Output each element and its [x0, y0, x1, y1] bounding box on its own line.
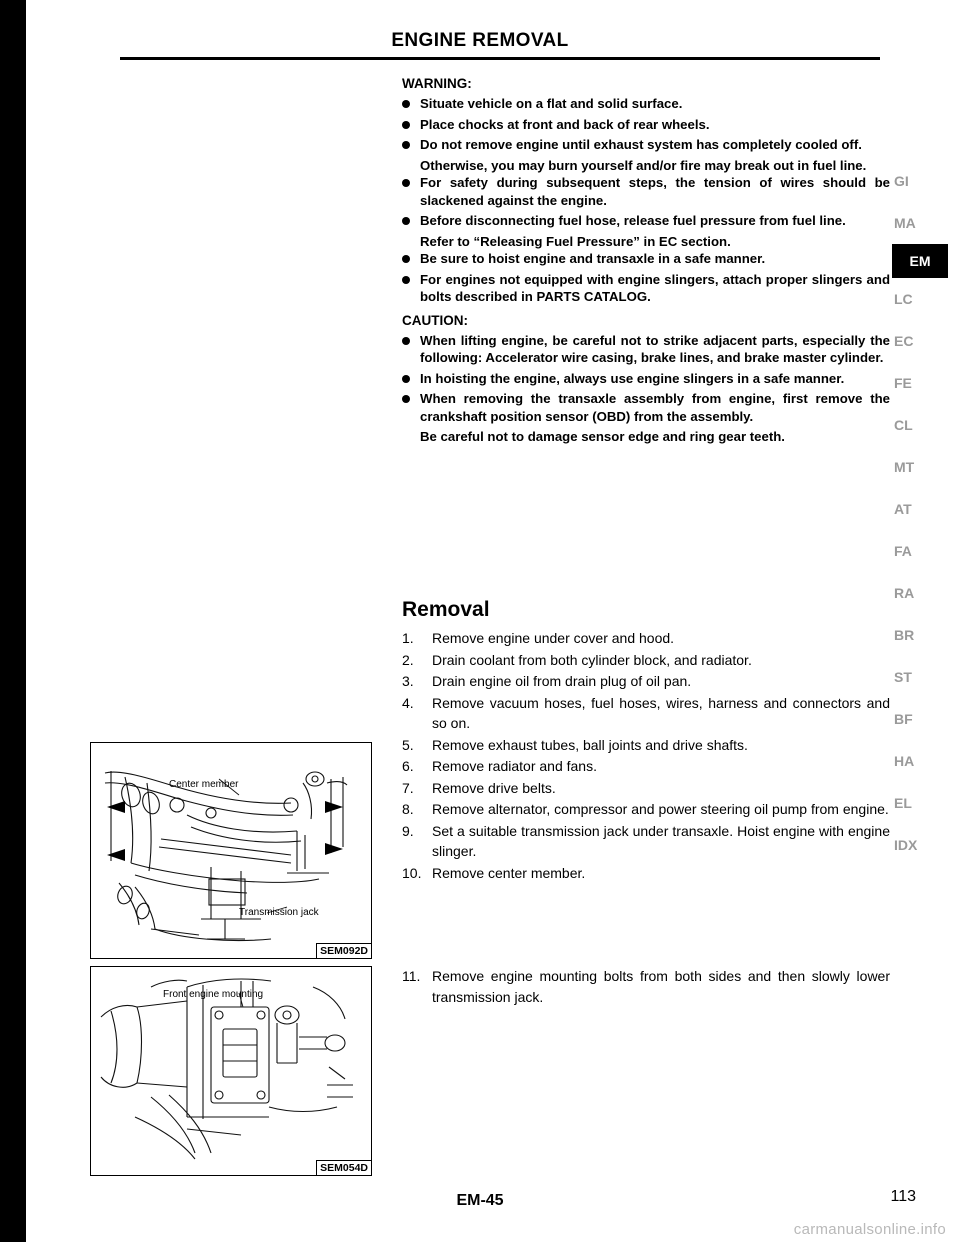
removal-steps-list — [402, 628, 890, 884]
caution-item-text: When lifting engine, be careful not to strike adjacent parts, especially the following: Accelerator wire casing, brake lines, and brake master cylinder. — [420, 332, 890, 365]
section-tab-bf[interactable]: BF — [894, 711, 913, 727]
figure-center-member — [90, 742, 372, 959]
warning-item-text: Situate vehicle on a flat and solid surface. — [420, 96, 683, 111]
removal-heading: Removal — [402, 598, 490, 621]
list-item — [402, 821, 890, 862]
warning-item — [402, 174, 890, 209]
section-tab-em[interactable]: EM — [892, 244, 948, 278]
watermark: carmanualsonline.info — [793, 1221, 946, 1238]
section-tab-lc[interactable]: LC — [894, 291, 913, 307]
removal-steps-continued — [402, 966, 890, 1008]
figure-front-engine-mounting — [90, 966, 372, 1176]
list-item — [402, 863, 890, 884]
warning-item-text: For engines not equipped with engine slingers, attach proper slingers and bolts described in PARTS CATALOG. — [420, 271, 890, 304]
bullet-icon — [402, 255, 410, 263]
section-tab-idx[interactable]: IDX — [894, 837, 918, 853]
caution-heading: CAUTION: — [402, 312, 468, 328]
warning-item-text: Do not remove engine until exhaust system has completely cooled off. — [420, 137, 862, 152]
warning-item-text: Be sure to hoist engine and transaxle in a safe manner. — [420, 251, 766, 266]
bullet-icon — [402, 100, 410, 108]
figure-code: SEM054D — [316, 1160, 371, 1175]
caution-item — [402, 390, 890, 425]
step-number: 2. — [402, 651, 414, 668]
step-number: 8. — [402, 801, 414, 817]
step-number: 9. — [402, 822, 414, 839]
section-tab-ra[interactable]: RA — [894, 585, 915, 601]
caution-item — [402, 332, 890, 367]
warning-item-text: Before disconnecting fuel hose, release fuel pressure from fuel line. — [420, 213, 846, 228]
warning-item — [402, 95, 890, 113]
step-text: Remove engine under cover and hood. — [432, 630, 675, 646]
warning-item — [402, 271, 890, 306]
list-item — [402, 966, 890, 1007]
warning-item — [402, 116, 890, 134]
figure-code: SEM092D — [316, 943, 371, 958]
list-item — [402, 735, 890, 756]
step-number: 7. — [402, 779, 414, 796]
step-number: 11. — [402, 968, 421, 984]
list-item — [402, 650, 890, 671]
caution-item-text: In hoisting the engine, always use engine slingers in a safe manner. — [420, 370, 845, 386]
section-tab-ma[interactable]: MA — [894, 215, 916, 231]
step-number: 4. — [402, 694, 414, 711]
figure-1-illustration — [91, 743, 369, 956]
section-tab-at[interactable]: AT — [894, 501, 912, 517]
footer-page-code: EM-45 — [456, 1192, 504, 1209]
bullet-icon — [402, 141, 410, 149]
list-item — [402, 628, 890, 649]
binding-strip — [0, 0, 26, 1242]
figure-label: Center member — [169, 779, 239, 790]
step-text: Remove radiator and fans. — [432, 758, 597, 774]
warning-heading: WARNING: — [402, 76, 472, 91]
step-number: 10. — [402, 864, 422, 881]
list-item — [402, 671, 890, 692]
bullet-icon — [402, 337, 410, 345]
step-text: Remove vacuum hoses, fuel hoses, wires, harness and connectors and so on. — [432, 694, 890, 731]
section-tab-fa[interactable]: FA — [894, 543, 912, 559]
section-tab-list — [892, 160, 952, 866]
warning-item-subline: Refer to “Releasing Fuel Pressure” in EC section. — [420, 233, 731, 249]
step-text: Remove center member. — [432, 864, 586, 881]
step-text: Remove drive belts. — [432, 779, 556, 796]
step-text: Drain engine oil from drain plug of oil pan. — [432, 673, 692, 689]
section-tab-gi[interactable]: GI — [894, 173, 909, 189]
warning-item — [402, 250, 890, 268]
step-text: Remove exhaust tubes, ball joints and drive shafts. — [432, 736, 748, 753]
warning-item-text: For safety during subsequent steps, the tension of wires should be slackened against the engine. — [420, 175, 890, 208]
warning-item-subline: Otherwise, you may burn yourself and/or fire may break out in fuel line. — [420, 157, 867, 173]
bullet-icon — [402, 395, 410, 403]
footer-page-number: 113 — [890, 1188, 916, 1205]
caution-item-text: When removing the transaxle assembly from engine, first remove the crankshaft position sensor (OBD) from the assembly. — [420, 391, 890, 424]
figure-label: Transmission jack — [239, 907, 319, 918]
section-tab-st[interactable]: ST — [894, 669, 912, 685]
list-item — [402, 693, 890, 734]
title-rule — [120, 57, 880, 60]
step-number: 1. — [402, 630, 414, 646]
section-tab-cl[interactable]: CL — [894, 417, 913, 433]
warning-item-text: Place chocks at front and back of rear wheels. — [420, 116, 710, 132]
step-text: Remove alternator, compressor and power steering oil pump from engine. — [432, 801, 889, 817]
step-text: Drain coolant from both cylinder block, and radiator. — [432, 651, 752, 668]
warning-caution-block — [402, 76, 890, 446]
section-tab-fe[interactable]: FE — [894, 375, 912, 391]
bullet-icon — [402, 375, 410, 383]
page-title: ENGINE REMOVAL — [391, 30, 569, 51]
caution-item-subline: Be careful not to damage sensor edge and ring gear teeth. — [420, 429, 785, 444]
section-tab-br[interactable]: BR — [894, 627, 915, 643]
bullet-icon — [402, 179, 410, 187]
list-item — [402, 756, 890, 777]
bullet-icon — [402, 217, 410, 225]
step-number: 5. — [402, 736, 414, 753]
bullet-icon — [402, 276, 410, 284]
bullet-icon — [402, 121, 410, 129]
step-text: Set a suitable transmission jack under transaxle. Hoist engine with engine slinger. — [432, 822, 890, 859]
step-text: Remove engine mounting bolts from both sides and then slowly lower transmission jack. — [432, 968, 890, 1005]
section-tab-ha[interactable]: HA — [894, 753, 915, 769]
section-tab-mt[interactable]: MT — [894, 459, 915, 475]
figure-label: Front engine mounting — [163, 989, 264, 1000]
caution-item — [402, 370, 890, 388]
section-tab-el[interactable]: EL — [894, 795, 912, 811]
list-item — [402, 778, 890, 799]
step-number: 3. — [402, 673, 414, 689]
section-tab-ec[interactable]: EC — [894, 333, 914, 349]
step-number: 6. — [402, 758, 414, 774]
warning-item — [402, 212, 890, 230]
list-item — [402, 799, 890, 820]
warning-item — [402, 136, 890, 154]
